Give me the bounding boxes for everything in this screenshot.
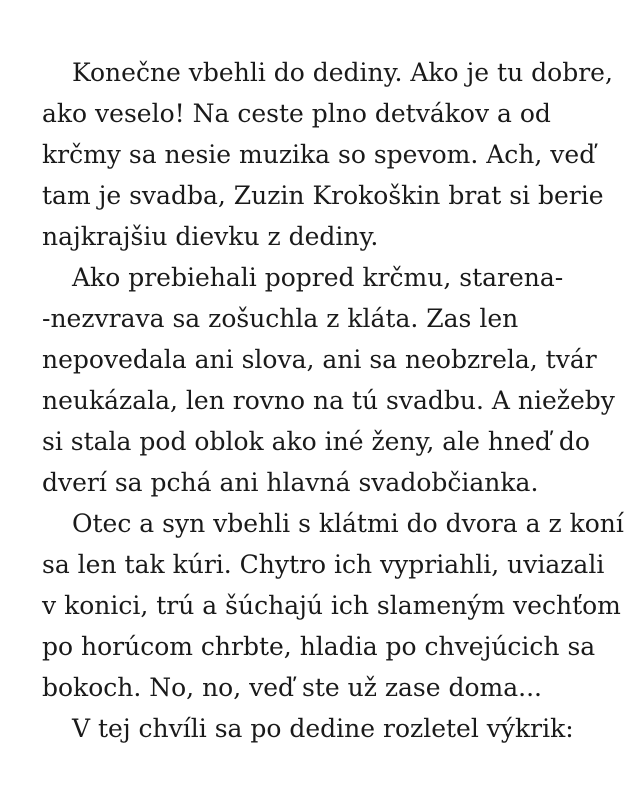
text-line: Konečne vbehli do dediny. Ako je tu dobre, bbox=[72, 58, 613, 87]
text-line: krčmy sa nesie muzika so spevom. Ach, veď bbox=[42, 140, 596, 169]
text-line: bokoch. No, no, veď ste už zase doma... bbox=[42, 673, 542, 702]
text-line: tam je svadba, Zuzin Krokoškin brat si berie bbox=[42, 181, 604, 210]
text-line: nepovedala ani slova, ani sa neobzrela, tvár bbox=[42, 345, 597, 374]
text-line: dverí sa pchá ani hlavná svadobčianka. bbox=[42, 468, 539, 497]
text-line: Otec a syn vbehli s klátmi do dvora a z koní bbox=[72, 509, 624, 538]
text-line: v konici, trú a šúchajú ich slameným vechťom bbox=[42, 591, 621, 620]
text-line: po horúcom chrbte, hladia po chvejúcich sa bbox=[42, 632, 596, 661]
text-line: V tej chvíli sa po dedine rozletel výkrik: bbox=[72, 714, 574, 743]
text-line: najkrajšiu dievku z dediny. bbox=[42, 222, 379, 251]
text-line: sa len tak kúri. Chytro ich vypriahli, uviazali bbox=[42, 550, 605, 579]
text-line: -nezvrava sa zošuchla z kláta. Zas len bbox=[42, 304, 519, 333]
text-line: ako veselo! Na ceste plno detvákov a od bbox=[42, 99, 551, 128]
text-line: Ako prebiehali popred krčmu, starena- bbox=[72, 263, 564, 292]
text-line: neukázala, len rovno na tú svadbu. A niežeby bbox=[42, 386, 615, 415]
text-line: si stala pod oblok ako iné ženy, ale hneď do bbox=[42, 427, 590, 456]
